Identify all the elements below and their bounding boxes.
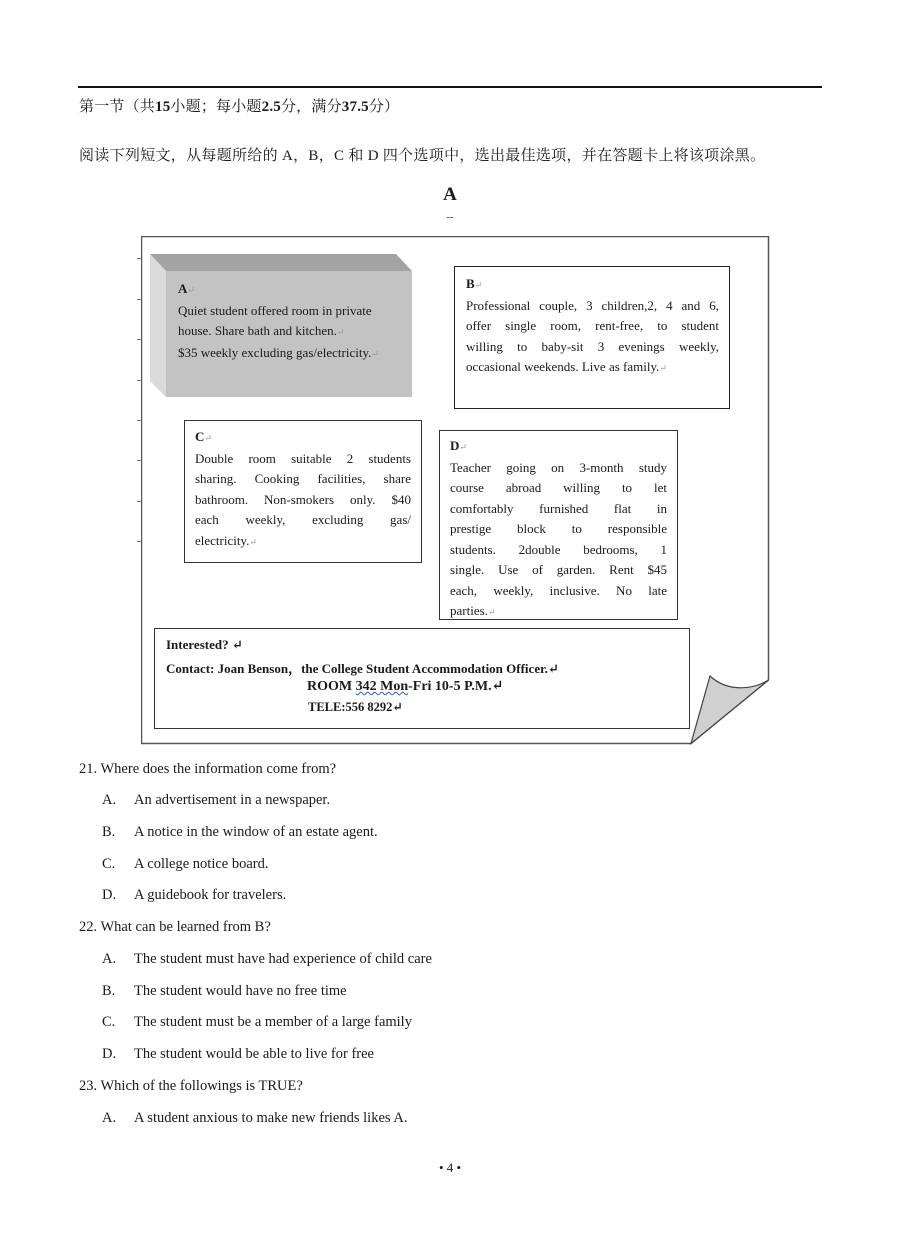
ruler-tick xyxy=(137,299,141,300)
paragraph-mark-icon: ↵ xyxy=(249,536,257,547)
ad-d-line: single. Use of garden. Rent $45 xyxy=(450,562,667,577)
ruler-tick xyxy=(137,258,141,259)
paragraph-mark-icon: ↵ xyxy=(392,700,403,714)
ad-d xyxy=(439,430,678,620)
room-label: ROOM xyxy=(307,679,356,694)
option-text: A notice in the window of an estate agent. xyxy=(134,824,378,840)
section-title xyxy=(79,95,399,116)
paragraph-mark-icon: ↵ xyxy=(659,363,667,373)
ad-c-line: Double room suitable 2 students xyxy=(195,450,411,466)
ad-c-line: each weekly, excluding gas/ xyxy=(195,512,411,527)
option-letter: B. xyxy=(102,824,116,840)
ad-a xyxy=(178,279,410,364)
option-letter: D. xyxy=(102,1046,117,1062)
ad-d-line: Teacher going on 3-month study xyxy=(450,459,667,475)
ruler-tick xyxy=(137,541,141,542)
total-points: 37.5 xyxy=(341,99,369,115)
ad-c-line: electricity. xyxy=(195,532,250,548)
ruler-tick xyxy=(137,501,141,502)
ad-b-line: willing to baby-sit 3 evenings weekly, xyxy=(466,338,719,354)
option-letter: A. xyxy=(102,951,117,967)
ad-c-line: sharing. Cooking facilities, share xyxy=(195,471,411,486)
ad-d-line: comfortably furnished flat in xyxy=(450,500,667,516)
points-per-question: 2.5 xyxy=(261,99,281,115)
option-letter: C. xyxy=(102,856,116,872)
paragraph-mark-icon: ↵ xyxy=(187,285,195,295)
contact-person: Contact: Joan Benson，the College Student Accommodation Officer. xyxy=(166,661,548,676)
question-number: 23. xyxy=(79,1078,98,1094)
option-21-b[interactable] xyxy=(102,824,378,841)
ad-b-line: Professional couple, 3 children,2, 4 and 6, xyxy=(466,297,719,313)
question-23 xyxy=(79,1078,303,1095)
option-text: The student must have had experience of child care xyxy=(134,951,432,967)
top-rule xyxy=(78,86,822,88)
question-22 xyxy=(79,919,271,936)
ruler-tick xyxy=(137,460,141,461)
question-number: 21. xyxy=(79,761,98,777)
ad-c-heading: C xyxy=(195,429,205,444)
ad-d-line: parties. xyxy=(450,603,488,618)
option-22-c[interactable] xyxy=(102,1014,412,1031)
ad-b-line: occasional weekends. Live as family. xyxy=(466,359,660,374)
option-letter: D. xyxy=(102,887,117,903)
option-letter: A. xyxy=(102,1110,117,1126)
ruler-tick xyxy=(137,420,141,421)
ad-d-line: course abroad willing to let xyxy=(450,480,667,495)
question-text: What can be learned from B? xyxy=(100,919,271,935)
option-22-b[interactable] xyxy=(102,983,347,1000)
option-text: The student would be able to live for free xyxy=(134,1046,374,1062)
option-text: The student would have no free time xyxy=(134,983,347,999)
paragraph-mark-icon: ↵ xyxy=(487,607,496,617)
ad-d-line: prestige block to responsible xyxy=(450,521,667,536)
option-letter: B. xyxy=(102,983,116,999)
option-letter: A. xyxy=(102,792,117,808)
paragraph-mark-icon: ↵ xyxy=(459,442,467,452)
ad-b xyxy=(454,266,730,409)
option-21-d[interactable] xyxy=(102,887,286,904)
page-number: • 4 • xyxy=(438,1160,462,1175)
ad-b-heading: B xyxy=(466,276,475,291)
paragraph-mark-icon: ↵ xyxy=(491,679,504,694)
instructions: 阅读下列短文，从每题所给的 A，B，C 和 D 四个选项中，选出最佳选项，并在答题卡上将该项涂黑。 xyxy=(79,148,766,164)
option-text: An advertisement in a newspaper. xyxy=(134,792,331,808)
option-23-a[interactable] xyxy=(102,1110,407,1127)
ad-c-line: bathroom. Non-smokers only. $40 xyxy=(195,491,411,507)
option-22-d[interactable] xyxy=(102,1046,374,1063)
option-text: A college notice board. xyxy=(134,856,269,872)
option-22-a[interactable] xyxy=(102,951,432,968)
question-text: Where does the information come from? xyxy=(100,761,337,777)
question-text: Which of the followings is TRUE? xyxy=(100,1078,303,1094)
ad-a-heading: A xyxy=(178,281,188,296)
office-hours: -Fri 10-5 P.M. xyxy=(408,679,492,694)
section-title-text: 第一节（共 xyxy=(79,99,156,115)
ruler-tick xyxy=(137,339,141,340)
room-number: 342 Mon xyxy=(355,679,409,694)
ad-a-line: house. Share bath and kitchen. xyxy=(178,323,337,338)
section-title-text: 分） xyxy=(368,99,400,115)
passage-dash: -- xyxy=(446,211,454,223)
option-letter: C. xyxy=(102,1014,116,1030)
contact-box xyxy=(154,628,690,729)
ad-c xyxy=(184,420,422,563)
ruler-tick xyxy=(137,380,141,381)
ad-a-line: $35 weekly excluding gas/electricity. xyxy=(178,344,372,360)
option-text: A guidebook for travelers. xyxy=(134,887,287,903)
contact-prompt: Interested? xyxy=(166,637,229,652)
passage-label: A xyxy=(443,184,457,205)
question-21 xyxy=(79,761,336,778)
ad-d-line: each, weekly, inclusive. No late xyxy=(450,582,667,598)
section-title-text: 小题；每小题 xyxy=(170,99,262,115)
ad-d-line: students. 2double bedrooms, 1 xyxy=(450,541,667,557)
option-text: A student anxious to make new friends likes A. xyxy=(134,1110,408,1126)
paragraph-mark-icon: ↵ xyxy=(474,280,483,290)
question-count: 15 xyxy=(155,99,171,115)
option-21-a[interactable] xyxy=(102,792,330,809)
paragraph-mark-icon: ↵ xyxy=(547,661,559,676)
paragraph-mark-icon: ↵ xyxy=(231,637,243,652)
ad-a-line: Quiet student offered room in private xyxy=(178,302,372,318)
option-21-c[interactable] xyxy=(102,856,268,873)
ad-b-line: offer single room, rent-free, to student xyxy=(466,318,719,333)
paragraph-mark-icon: ↵ xyxy=(371,348,379,359)
telephone: TELE:556 8292 xyxy=(308,700,393,714)
question-number: 22. xyxy=(79,919,98,935)
section-title-text: 分，满分 xyxy=(280,99,342,115)
option-text: The student must be a member of a large family xyxy=(134,1014,412,1030)
paragraph-mark-icon: ↵ xyxy=(336,327,345,337)
ad-d-heading: D xyxy=(450,438,460,453)
paragraph-mark-icon: ↵ xyxy=(204,433,212,443)
